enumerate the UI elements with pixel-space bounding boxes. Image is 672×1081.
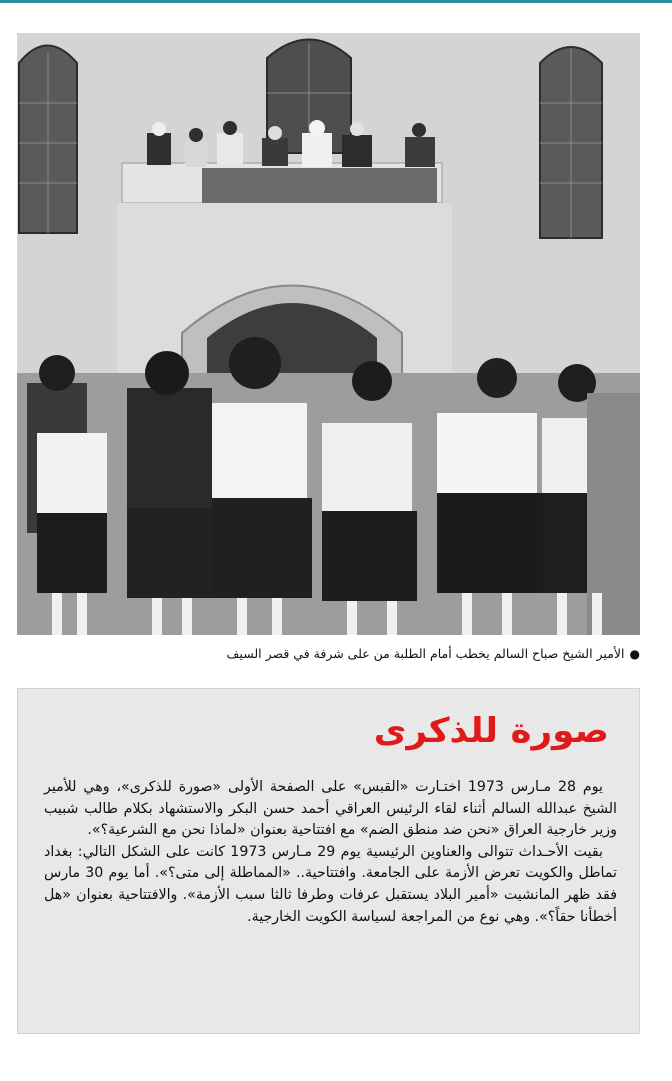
top-accent-rule — [0, 0, 672, 3]
article-paragraph: يوم 28 مـارس 1973 اختـارت «القبس» على الصفحة الأولى «صورة للذكرى»، وهي للأمير الشيخ عبدالله السالم أثناء لقاء الرئيس العراقي أحمد حسن البكر والاستشهاد بكلام طالب شبيب وزير خارجية العراق «نحن ضد منطق الضم» مع افتتاحية بعنوان «لماذا نحن مع الشرعية؟». — [44, 779, 617, 839]
caption-bullet-icon: ● — [629, 647, 640, 661]
historic-photo — [17, 33, 640, 635]
article-body — [44, 777, 617, 928]
photo-caption — [40, 646, 640, 661]
article-box — [17, 688, 640, 1034]
caption-text: الأمير الشيخ صباح السالم يخطب أمام الطلبة من على شرفة في قصر السيف — [226, 646, 625, 661]
article-paragraph: بقيت الأحـداث تتوالى والعناوين الرئيسية يوم 29 مـارس 1973 كانت على الشكل التالي: بغداد تماطل والكويت تعرض الأزمة على الجامعة. وافتتاحية.. «المماطلة إلى متى؟». أما يوم 30 مارس فقد ظهر المانشيت «أمير البلاد يستقبل عرفات وطرفا ثالثا سبب الأزمة». والافتتاحية بعنوان «هل أخطأنا حقاً؟». وهي نوع من المراجعة لسياسة الكويت الخارجية. — [44, 843, 617, 925]
article-title: صورة للذكرى — [373, 711, 609, 751]
